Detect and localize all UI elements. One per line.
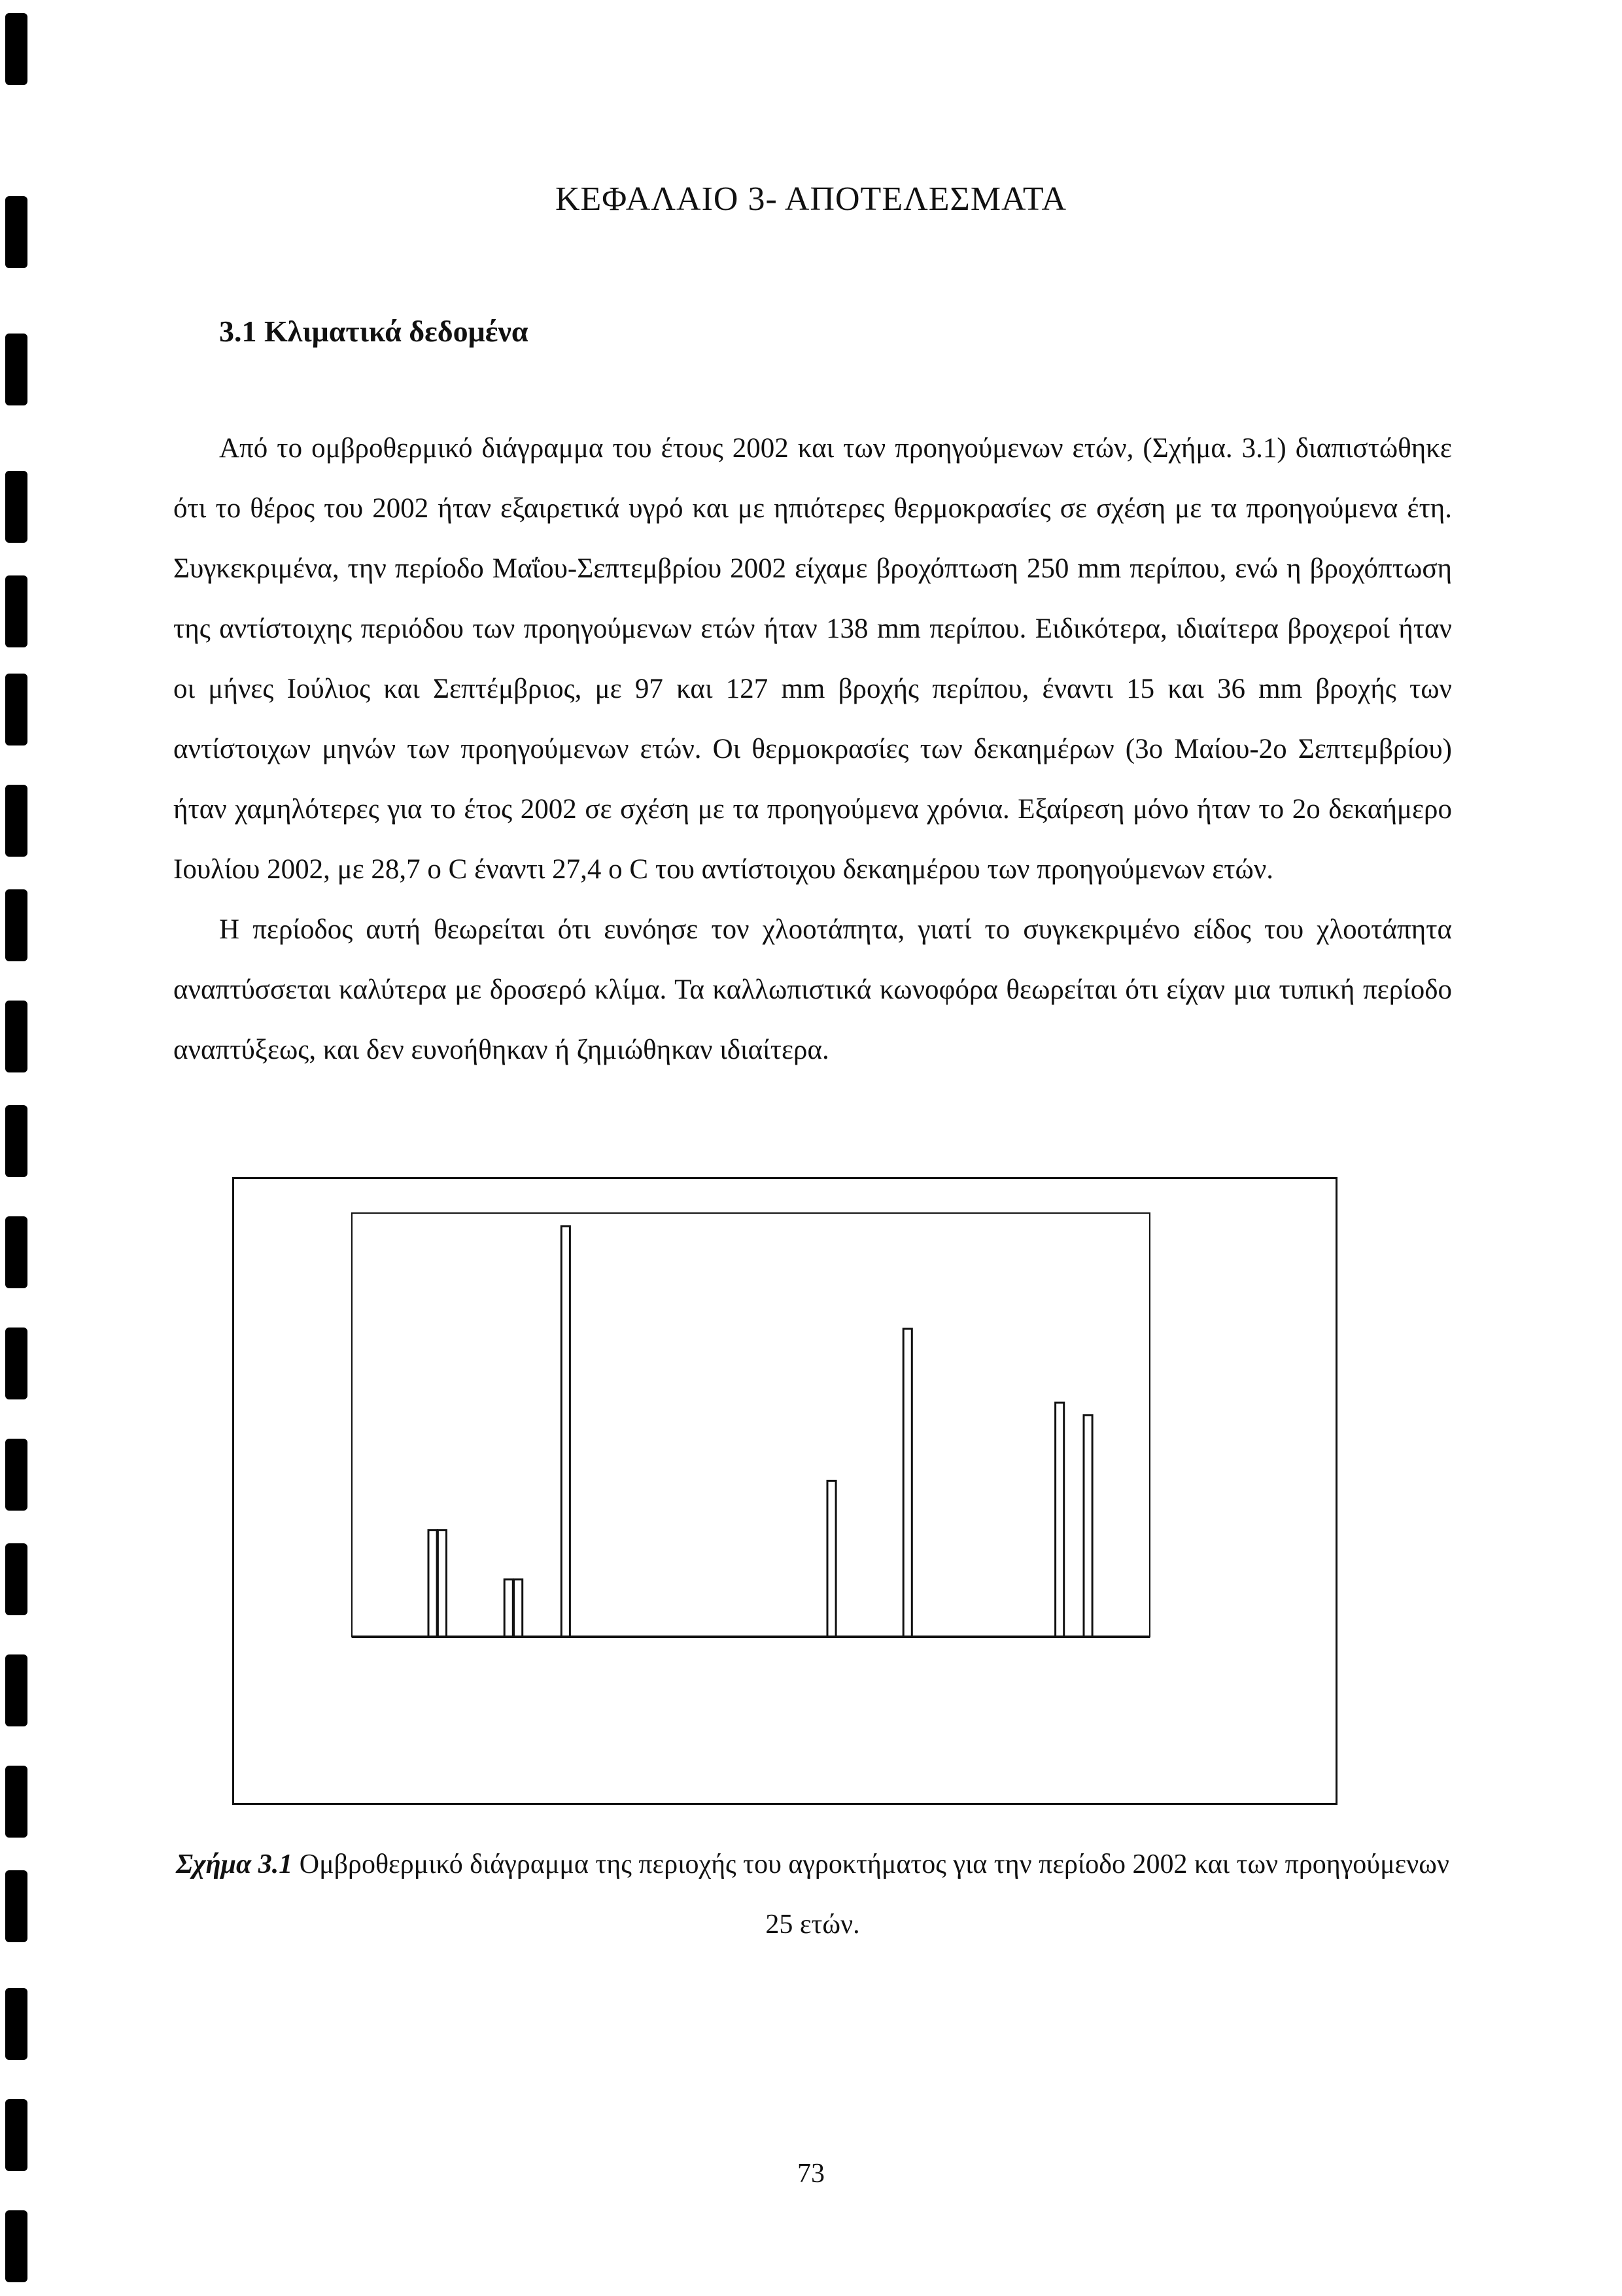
paragraph-climate-results: Από το ομβροθερμικό διάγραμμα του έτους 2002 και των προηγούμενων ετών, (Σχήμα. 3.1) διαπιστώθηκε ότι το θέρος του 2002 ήταν εξαιρετικά υγρό και με ηπιότερες θερμοκρασίες σε σχέση με τα προηγούμενα έτη. Συγκεκριμένα, την περίοδο Μαΐου-Σεπτεμβρίου 2002 είχαμε βροχόπτωση 250 mm περίπου, ενώ η βροχόπτωση της αντίστοιχης περιόδου των προηγούμενων ετών ήταν 138 mm περίπου. Ειδικότερα, ιδιαίτερα βροχεροί ήταν οι μήνες Ιούλιος και Σεπτέμβριος, με 97 και 127 mm βροχής περίπου, έναντι 15 και 36 mm βροχής των αντίστοιχων μηνών των προηγούμενων ετών. Οι θερμοκρασίες των δεκαημέρων (3ο Μαίου-2ο Σεπτεμβρίου) ήταν χαμηλότερες για το έτος 2002 σε σχέση με τα προηγούμενα χρόνια. Εξαίρεση μόνο ήταν το 2ο δεκαήμερο Ιουλίου 2002, με 28,7 ο C έναντι 27,4 ο C του αντίστοιχου δεκαημέρου των προηγούμενων ετών. <box>173 433 1452 885</box>
chart-bar <box>827 1481 836 1637</box>
page-number: 73 <box>797 2159 825 2189</box>
film-perforation <box>5 1001 27 1072</box>
film-perforation <box>5 1766 27 1838</box>
chart-bar <box>428 1530 437 1637</box>
chart-bar <box>561 1226 570 1637</box>
plot-area <box>352 1213 1150 1637</box>
ombrothermic-chart <box>234 1179 1336 1803</box>
film-perforation <box>5 2210 27 2282</box>
chart-bar <box>438 1530 446 1637</box>
film-perforation <box>5 334 27 405</box>
figure-caption <box>173 1834 1452 1955</box>
chart-bar <box>1056 1403 1064 1637</box>
film-perforation <box>5 785 27 857</box>
chart-bar <box>1084 1415 1092 1637</box>
paragraph-turf-conifers: Η περίοδος αυτή θεωρείται ότι ευνόησε τον χλοοτάπητα, γιατί το συγκεκριμένο είδος του χλοοτάπητα αναπτύσσεται καλύτερα με δροσερό κλίμα. Τα καλλωπιστικά κωνοφόρα θεωρείται ότι είχαν μια τυπική περίοδο αναπτύξεως, και δεν ευνοήθηκαν ή ζημιώθηκαν ιδιαίτερα. <box>173 914 1452 1065</box>
film-perforation <box>5 1328 27 1399</box>
film-perforation <box>5 1988 27 2060</box>
film-perforation <box>5 575 27 647</box>
chapter-title: ΚΕΦΑΛΑΙΟ 3- ΑΠΟΤΕΛΕΣΜΑΤΑ <box>555 180 1067 218</box>
film-perforation <box>5 1216 27 1288</box>
body-text <box>173 419 1452 1080</box>
chart-bar <box>504 1579 513 1637</box>
film-perforation <box>5 889 27 961</box>
scan-film-strip <box>0 0 31 2296</box>
chart-bar <box>514 1579 523 1637</box>
film-perforation <box>5 1439 27 1511</box>
ombrothermic-diagram-figure <box>232 1177 1337 1805</box>
film-perforation <box>5 1105 27 1177</box>
caption-text: Ομβροθερμικό διάγραμμα της περιοχής του αγροκτήματος για την περίοδο 2002 και των προηγούμενων 25 ετών. <box>292 1849 1449 1940</box>
section-title: 3.1 Κλιματικά δεδομένα <box>219 315 528 348</box>
film-perforation <box>5 471 27 543</box>
film-perforation <box>5 13 27 85</box>
film-perforation <box>5 1870 27 1942</box>
film-perforation <box>5 674 27 745</box>
chart-bar <box>903 1329 912 1637</box>
film-perforation <box>5 1654 27 1726</box>
film-perforation <box>5 1543 27 1615</box>
caption-label: Σχήμα 3.1 <box>176 1849 293 1879</box>
